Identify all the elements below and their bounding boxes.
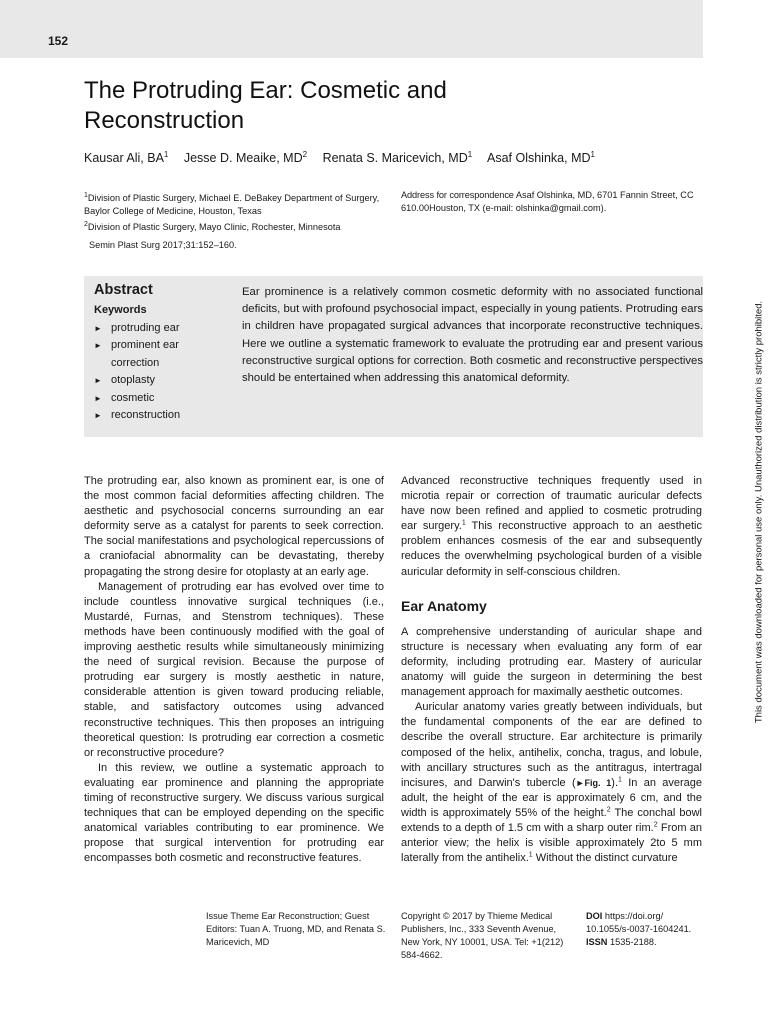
figure-link[interactable]: ►Fig. 1: [575, 777, 612, 788]
paragraph: The protruding ear, also known as prominent ear, is one of the most common facial deformities affecting children. The aesthetic and psychosocial concerns surrounding an ear deformity serve as a catalyst for parents to seek correction. The social manifestations and psychological repercussions of a craniofacial abnormality can be devastating, thereby propagating the strong desire for otoplasty at an early age.: [84, 475, 384, 578]
correspondence-text: Asaf Olshinka, MD, 6701 Fannin Street, CC 610.00Houston, TX (e-mail: olshinka@gmail.com).: [401, 190, 694, 213]
abstract-heading: Abstract: [94, 282, 153, 298]
footer-issue-theme: Issue Theme Ear Reconstruction; Guest Editors: Tuan A. Truong, MD, and Renata S. Maricevich, MD: [206, 911, 386, 947]
author: Asaf Olshinka, $MD^1$: [487, 150, 595, 166]
keywords-heading: Keywords: [94, 304, 147, 316]
citation: Semin Plast Surg 2017;31:152–160.: [89, 240, 237, 250]
affiliation: $^2$Division of Plastic Surgery, Mayo Clinic, Rochester, Minnesota: [84, 221, 341, 233]
paragraph: A comprehensive understanding of auricular shape and structure is necessary when evaluating any form of ear deformity, including protruding ear. Mastery of auricular anatomy will guide the surgeon in determining the best management approach for maximally aesthetic outcomes.: [401, 625, 702, 699]
paragraph: Management of protruding ear has evolved over time to include countless innovative surgical techniques (i.e., Mustardé, Furnas, and Stenstrom techniques). These methods have been continuously modified with the goal of improving aesthetic results while simultaneously minimizing the need of surgical revision. Because the purpose of protruding ear surgery is mostly aesthetic in nature, considerable attention is given toward producing reliable, stable, and satisfactory outcomes using advanced reconstructive techniques. This then proposes an intriguing theoretical question: Is protruding ear correction a cosmetic or reconstructive procedure?: [84, 580, 384, 759]
doi-link[interactable]: https://doi.org/ 10.1055/s-0037-1604241.: [586, 911, 692, 934]
keyword-item: ► protruding ear: [94, 320, 206, 337]
page-number: 152: [48, 34, 69, 48]
keyword-item: ► otoplasty: [94, 372, 206, 389]
article-title: The Protruding Ear: Cosmetic and Reconstruction: [84, 77, 447, 134]
author: Jesse D. Meaike, $MD^2$: [183, 150, 308, 166]
abstract-text: Ear prominence is a relatively common cosmetic deformity with no associated functional deficits, but with profound psychosocial impact, especially in young patients. Protruding ears in children have propagated surgical advances that incorporate reconstructive techniques. Here we outline a systematic framework to evaluate the protruding ear and present various reconstructive surgical options for correction. Both cosmetic and reconstructive perspectives should be entertained when addressing this anatomical deformity.: [242, 286, 703, 385]
keyword-item: ► cosmetic: [94, 390, 206, 407]
keyword-item: ► prominent ear correction: [94, 337, 206, 372]
correspondence: [401, 189, 711, 215]
author: Kausar Ali, $BA^1$: [84, 150, 169, 166]
author-list: [84, 150, 607, 165]
paragraph: Advanced reconstructive techniques frequently used in microtia repair or correction of traumatic auricular defects have now been refined and applied to cosmetic protruding ear surgery.$^1$ This reconstructive approach to an aesthetic problem enhances cosmesis of the ear and subsequently reduces the overwhelming psychological burden of a visible auricular deformity in self-conscious children.: [401, 475, 702, 578]
paragraph: Auricular anatomy varies greatly between individuals, but the fundamental components of the ear are defined to describe the overall structure. Ear architecture is primarily composed of the helix, antihelix, concha, tragus, and lobule, with ancillary structures such as the antitragus, intertragal incisures, and Darwin's tubercle (►Fig. 1).$^1$ In an average adult, the height of the ear is approximately 6 cm, and the width is approximately 55% of the height.$^2$ The conchal bowl extends to a depth of 1.5 cm with a sharp outer rim.$^2$ From an anterior view; the helix is visible approximately 2to 5 mm laterally from the antihelix.$^1$ Without the distinct curvature: [401, 701, 703, 865]
footer-doi: DOI https://doi.org/ 10.1055/s-0037-1604241. ISSN 1535-2188.: [586, 911, 692, 947]
abstract-box: [84, 276, 703, 437]
section-heading: Ear Anatomy: [401, 597, 487, 614]
correspondence-label: Address for correspondence: [401, 190, 514, 200]
body-column-right: [401, 474, 702, 866]
author: Renata S. Maricevich, $MD^1$: [322, 150, 473, 166]
paragraph: In this review, we outline a systematic approach to evaluating ear prominence and planning the appropriate timing of reconstructive surgery. We discuss various surgical techniques that can be employed depending on the specific anatomical variables contributing to ear prominence. We propose that surgical intervention for protruding ear encompasses both cosmetic and reconstructive features.: [84, 761, 384, 865]
footer-copyright: Copyright © 2017 by Thieme Medical Publishers, Inc., 333 Seventh Avenue, New York, NY 10001, USA. Tel: +1(212) 584-4662.: [401, 911, 564, 960]
keyword-item: ► reconstruction: [94, 407, 206, 424]
header-bar: [0, 0, 703, 58]
affiliation: $^1$Division of Plastic Surgery, Michael E. DeBakey Department of Surgery, Baylor College of Medicine, Houston, Texas: [84, 192, 380, 217]
body-column-left: [84, 474, 384, 866]
keyword-list: [94, 320, 206, 424]
affiliations: [84, 189, 384, 234]
